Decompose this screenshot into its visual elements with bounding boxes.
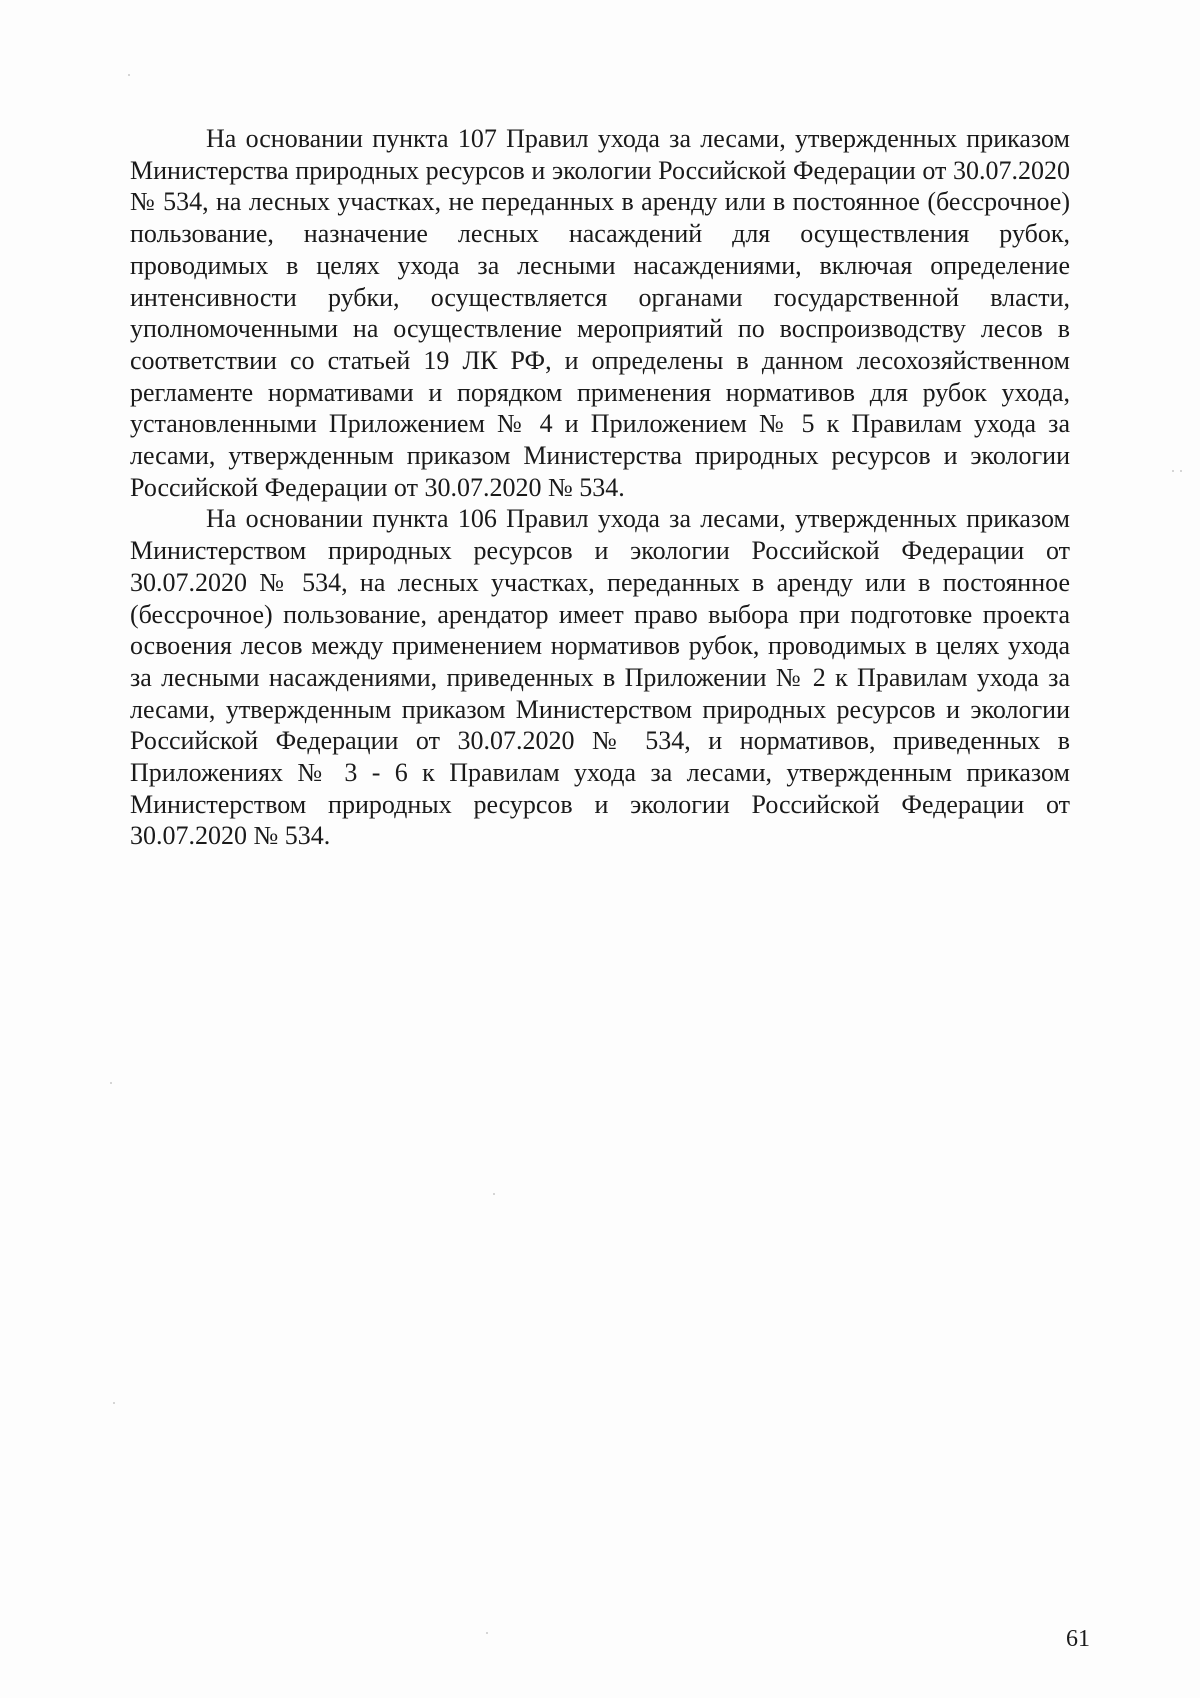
scan-speck bbox=[128, 74, 130, 76]
scan-speck bbox=[110, 1082, 112, 1084]
paragraph-2: На основании пункта 106 Правил ухода за лесами, утвержденных приказом Министерством природных ресурсов и экологии Российской Федерации от 30.07.2020 № 534, на лесных участках, переданных в аренду или в постоянное (бессрочное) пользование, арендатор имеет право выбора при подготовке проекта освоения лесов между применением нормативов рубок, проводимых в целях ухода за лесными насаждениями, приведенных в Приложении № 2 к Правилам ухода за лесами, утвержденным приказом Министерством природных ресурсов и экологии Российской Федерации от 30.07.2020 № 534, и нормативов, приведенных в Приложениях № 3 - 6 к Правилам ухода за лесами, утвержденным приказом Министерством природных ресурсов и экологии Российской Федерации от 30.07.2020 № 534. bbox=[130, 504, 1070, 851]
page-number: 61 bbox=[1066, 1626, 1090, 1652]
scan-speck bbox=[1172, 470, 1174, 472]
paragraph-1: На основании пункта 107 Правил ухода за лесами, утвержденных приказом Министерства природных ресурсов и экологии Российской Федерации от 30.07.2020 № 534, на лесных участках, не переданных в аренду или в постоянное (бессрочное) пользование, назначение лесных насаждений для осуществления рубок, проводимых в целях ухода за лесными насаждениями, включая определение интенсивности рубки, осуществляется органами государственной власти, уполномоченными на осуществление мероприятий по воспроизводству лесов в соответствии со статьей 19 ЛК РФ, и определены в данном лесохозяйственном регламенте нормативами и порядком применения нормативов для рубок ухода, установленными Приложением № 4 и Приложением № 5 к Правилам ухода за лесами, утвержденным приказом Министерства природных ресурсов и экологии Российской Федерации от 30.07.2020 № 534. bbox=[130, 124, 1070, 502]
scan-speck bbox=[493, 1193, 495, 1195]
scan-speck bbox=[113, 1402, 115, 1404]
scan-speck bbox=[1180, 470, 1182, 472]
body-text bbox=[130, 123, 1070, 852]
scan-speck bbox=[486, 1632, 488, 1634]
